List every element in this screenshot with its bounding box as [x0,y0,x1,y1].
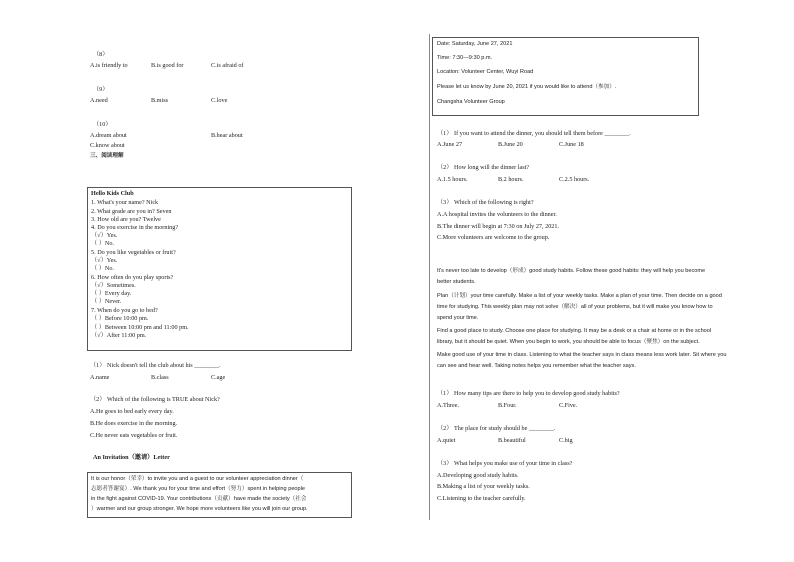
details-line: Date: Saturday, June 27, 2021 [437,41,513,47]
club-line: 7. When do you go to bed? [91,307,158,314]
passage-line: Find a good place to study. Choose one place for studying. It may be a desk or a chair at home or in the school [437,328,712,334]
option: B.The dinner will begin at 7:30 on July 27, 2021. [437,223,560,230]
club-line: 5. Do you like vegetables or fruit? [91,249,176,256]
section-title: 三、阅读理解 [90,153,124,159]
details-line: Please let us know by June 20, 2021 if you would like to attend（参加）. [437,84,617,90]
club-line: （ ）No. [91,240,115,247]
question-stem: （1） If you want to attend the dinner, you should tell them before ________. [437,130,631,137]
option: B.June 20 [498,141,523,148]
passage-line: spend your time. [437,315,479,321]
option: B.miss [151,97,169,104]
club-line: （√）Sometimes. [91,282,136,289]
details-line: Changsha Volunteer Group [437,99,505,105]
passage-line: library, but it should be quiet. When you begin to work, you should be able to focus（聚焦）on the subject. [437,339,700,345]
question-number: （8） [93,51,109,58]
question-number: （10） [93,121,112,128]
option: A.He goes to bed early every day. [90,408,174,415]
club-line: 1. What's your name? Nick [91,199,159,206]
question-stem: （3） What helps you make use of your time in class? [437,460,573,467]
option: C.big [559,437,573,444]
passage-line: Plan（计划）your time carefully. Make a list of your weekly tasks. Make a plan of your time. Then decide on a good [437,293,722,299]
option: B.class [151,374,169,381]
option: A.Three. [437,402,459,409]
club-line: （ ）Before 10:00 pm. [91,315,149,322]
column-divider [429,34,430,520]
option: A.name [90,374,110,381]
passage-line: Make good use of your time in class. Listening to what the teacher says in class means less work later. Sit where you [437,352,727,358]
option: A.quiet [437,437,456,444]
option: A.1.5 hours. [437,176,468,183]
option: A.dream about [90,132,127,139]
option: A.is friendly to [90,62,128,69]
club-line: 2. What grade are you in? Seven [91,208,172,215]
option: A.need [90,97,108,104]
option: B.Four. [498,402,517,409]
option: B.beautiful [498,437,526,444]
club-line: 3. How old are you? Twelve [91,216,161,223]
passage-line: It's never too late to develop（形成）good study habits. Follow these good habits: they will help you become [437,268,706,274]
option: B.Making a list of your weekly tasks. [437,483,530,490]
club-line: 6. How often do you play sports? [91,274,174,281]
option: B.is good for [151,62,184,69]
option: C.love [211,97,228,104]
option: C.is afraid of [211,62,244,69]
club-line: （ ）Never. [91,298,122,305]
invitation-line: It is our honor（荣幸）to invite you and a guest to our volunteer appreciation dinner（ [91,476,304,482]
invitation-line: 志愿者答谢宴）. We thank you for your time and effort（努力）spent in helping people [91,486,306,492]
club-line: 4. Do you exercise in the morning? [91,224,179,231]
invitation-title: An Invitation（邀请）Letter [93,454,170,461]
question-stem: （1） How many tips are there to help you to develop good study habits? [437,390,620,397]
question-stem: （3） Which of the following is right? [437,199,534,206]
passage-line: can see and hear well. Taking notes helps you remember what the teacher says. [437,363,636,369]
question-stem: （2） Which of the following is TRUE about Nick? [90,396,220,403]
option: B.hear about [211,132,243,139]
question-number: （9） [93,86,109,93]
invitation-line: ）warmer and our group stronger. We hope more volunteers like you will join our group. [91,506,308,512]
option: C.Five. [559,402,578,409]
passage-line: better students. [437,279,476,285]
club-line: （ ）Every day. [91,290,132,297]
club-line: （√）Yes. [91,257,118,264]
option: C.2.5 hours. [559,176,590,183]
option: B.2 hours. [498,176,524,183]
invitation-line: in the fight against COVID-19. Your contributions（贡献）have made the society（社会 [91,496,307,502]
option: A.Developing good study habits. [437,472,519,479]
club-line: （√）Yes. [91,232,118,239]
club-line: （√）After 11:00 pm. [91,332,147,339]
details-line: Time: 7:30—9:30 p.m. [437,55,493,61]
club-line: （ ）No. [91,265,115,272]
option: A.A hospital invites the volunteers to the dinner. [437,211,557,218]
option: C.Listening to the teacher carefully. [437,495,526,502]
question-stem: （2） How long will the dinner last? [437,164,530,171]
option: C.He never eats vegetables or fruit. [90,432,178,439]
club-line: （ ）Between 10:00 pm and 11:00 pm. [91,324,189,331]
club-form-box [87,187,352,351]
question-stem: （1） Nick doesn't tell the club about his ________. [90,362,221,369]
option: C.age [211,374,226,381]
option: C.know about [90,142,125,149]
club-title: Hello Kids Club [91,190,134,197]
invitation-box [87,472,352,518]
option: C.More volunteers are welcome to the group. [437,234,550,241]
option: C.June 18 [559,141,584,148]
details-line: Location: Volunteer Center, Wuyi Road [437,69,534,75]
option: A.June 27 [437,141,463,148]
invitation-details-box [432,37,699,116]
option: B.He does exercise in the morning. [90,420,178,427]
question-stem: （2） The place for study should be ________. [437,425,556,432]
passage-line: time for studying. This weekly plan may not solve（解决）all of your problems, but it will make you know how to [437,304,713,310]
